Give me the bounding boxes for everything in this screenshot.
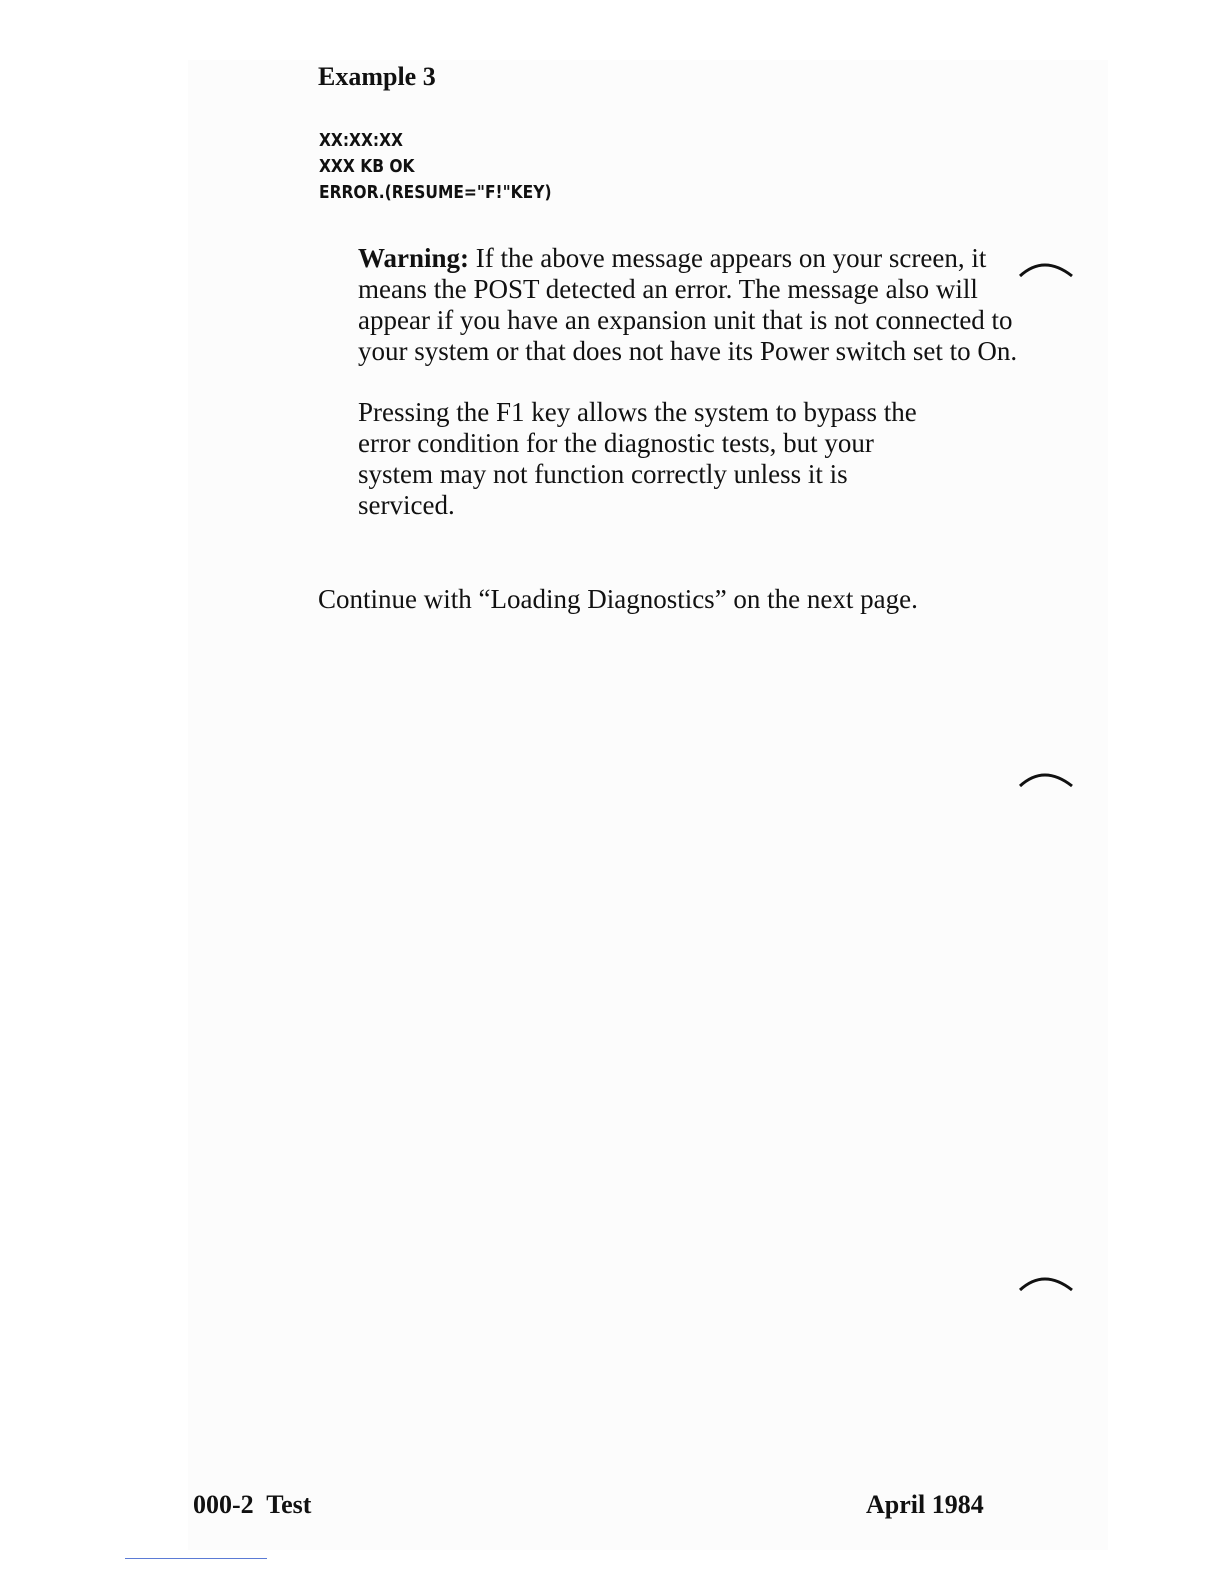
f1-key-line-2: error condition for the diagnostic tests, but your xyxy=(358,428,874,458)
example-heading: Example 3 xyxy=(318,62,436,91)
continue-instruction: Continue with “Loading Diagnostics” on the next page. xyxy=(318,584,918,614)
binder-tab-mark-middle xyxy=(1018,766,1074,788)
screen-output-line-2: XXX KB OK xyxy=(319,156,415,177)
date-footer: April 1984 xyxy=(866,1490,984,1519)
warning-paragraph xyxy=(358,243,1018,367)
warning-text: If the above message appears on your screen, it means the POST detected an error. The message also will appear if you have an expansion unit that is not connected to your system or that does not have its Power switch set to On. xyxy=(358,243,1018,366)
edge-rule xyxy=(125,1558,267,1559)
f1-key-line-3: system may not function correctly unless it is xyxy=(358,459,848,489)
binder-tab-mark-top xyxy=(1018,256,1074,278)
screen-output-line-3: ERROR.(RESUME="F!"KEY) xyxy=(319,182,552,203)
f1-key-paragraph xyxy=(358,397,1018,521)
warning-block xyxy=(358,243,1018,521)
screen-output-block xyxy=(319,128,552,206)
screen-output-line-1: XX:XX:XX xyxy=(319,130,403,151)
f1-key-line-1: Pressing the F1 key allows the system to bypass the xyxy=(358,397,917,427)
binder-tab-mark-bottom xyxy=(1018,1270,1074,1292)
page-number-footer: 000-2 Test xyxy=(193,1490,312,1519)
warning-label: Warning: xyxy=(358,243,470,273)
f1-key-line-4: serviced. xyxy=(358,490,455,520)
